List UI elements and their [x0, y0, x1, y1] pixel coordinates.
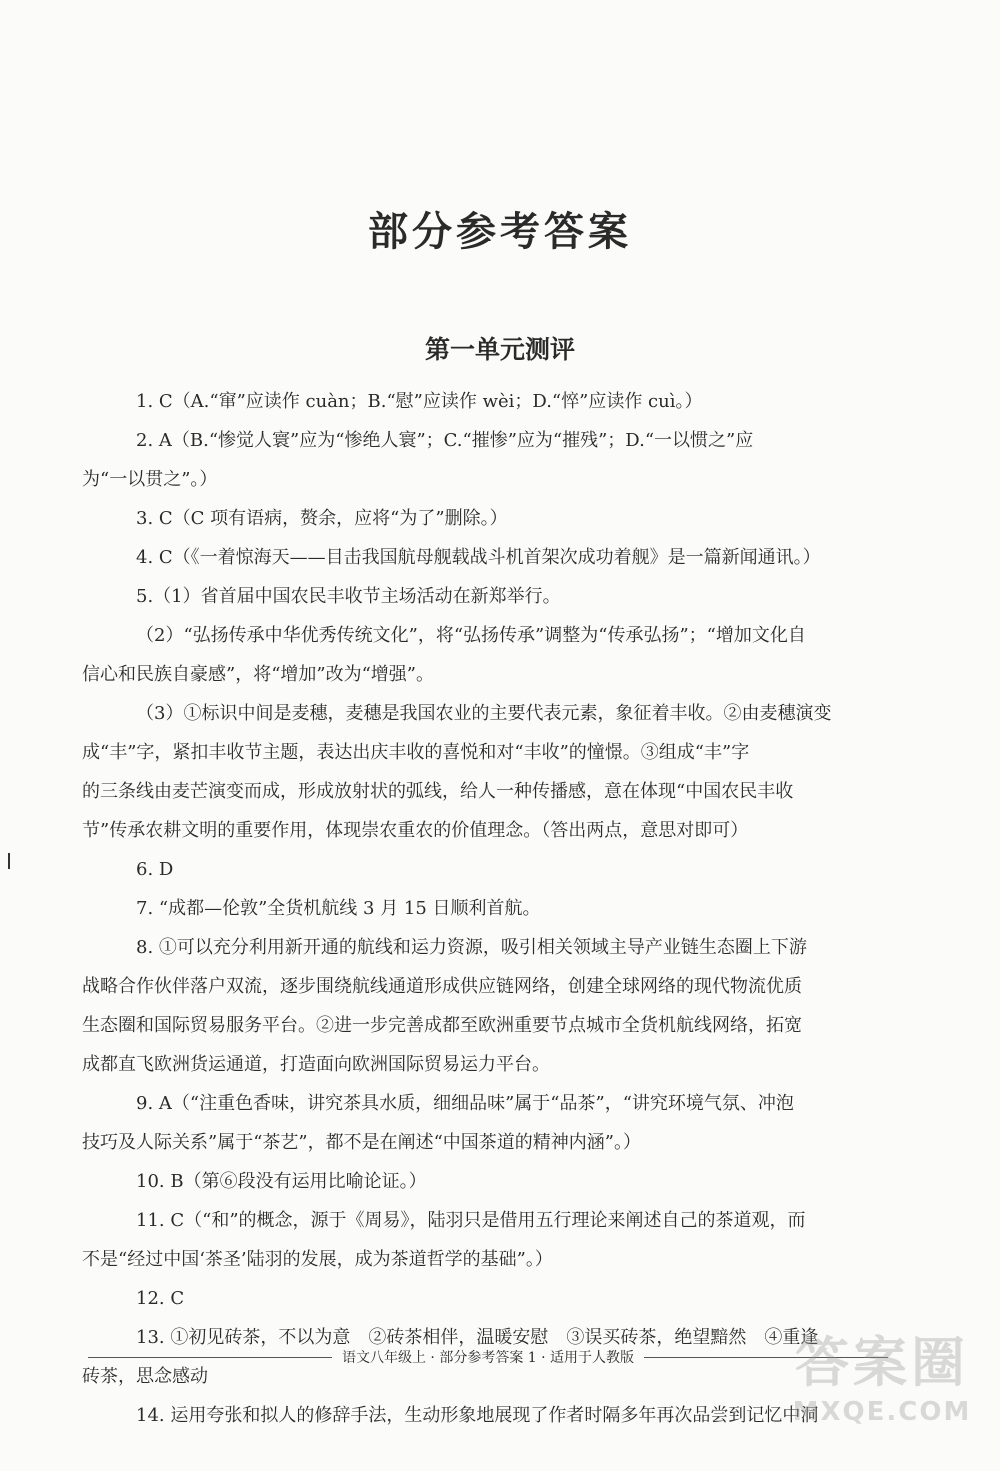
answer-line: 3. C（C 项有语病，赘余，应将“为了”删除。）: [136, 508, 508, 529]
answer-line: （3）①标识中间是麦穗，麦穗是我国农业的主要代表元素，象征着丰收。②由麦穗演变: [136, 703, 832, 724]
answer-line: 为“一以贯之”。）: [82, 469, 218, 490]
answer-line: 成都直飞欧洲货运通道，打造面向欧洲国际贸易运力平台。: [82, 1054, 550, 1075]
answer-line: 节”传承农耕文明的重要作用，体现崇农重农的价值理念。（答出两点，意思对即可）: [82, 820, 749, 841]
footer-text: 语文八年级上 · 部分参考答案 1 · 适用于人教版: [341, 1350, 635, 1366]
watermark: [782, 1330, 982, 1427]
answer-line: 11. C（“和”的概念，源于《周易》，陆羽只是借用五行理论来阐述自己的茶道观，而: [136, 1210, 806, 1231]
answer-line: 4. C（《一着惊海天——目击我国航母舰载战斗机首架次成功着舰》是一篇新闻通讯。）: [136, 547, 821, 568]
answer-line: 8. ①可以充分利用新开通的航线和运力资源，吸引相关领域主导产业链生态圈上下游: [136, 937, 807, 958]
answer-line: 不是“经过中国‘茶圣’陆羽的发展，成为茶道哲学的基础”。）: [82, 1249, 553, 1270]
answer-line: 7. “成都—伦敦”全货机航线 3 月 15 日顺利首航。: [136, 898, 541, 919]
margin-mark: [8, 853, 10, 869]
answer-line: （2）“弘扬传承中华优秀传统文化”，将“弘扬传承”调整为“传承弘扬”；“增加文化自: [136, 625, 806, 646]
answer-line: 12. C: [136, 1288, 185, 1309]
answer-list: [82, 382, 893, 1435]
answer-line: 信心和民族自豪感”，将“增加”改为“增强”。: [82, 664, 435, 685]
answer-line: 6. D: [136, 859, 174, 880]
answer-line: 13. ①初见砖茶，不以为意 ②砖茶相伴，温暖安慰 ③误买砖茶，绝望黯然 ④重逢: [136, 1327, 819, 1348]
answer-line: 技巧及人际关系”属于“茶艺”，都不是在阐述“中国茶道的精神内涵”。）: [82, 1132, 642, 1153]
answer-line: 1. C（A.“窜”应读作 cuàn；B.“慰”应读作 wèi；D.“悴”应读作 cuì。）: [136, 391, 703, 412]
watermark-logo: 答案圈: [795, 1330, 969, 1394]
answer-line: 的三条线由麦芒演变而成，形成放射状的弧线，给人一种传播感，意在体现“中国农民丰收: [82, 781, 794, 802]
answer-line: 2. A（B.“惨觉人寰”应为“惨绝人寰”；C.“摧惨”应为“摧残”；D.“一以惯之”应: [136, 430, 754, 451]
answer-line: 生态圈和国际贸易服务平台。②进一步完善成都至欧洲重要节点城市全货机航线网络，拓宽: [82, 1015, 802, 1036]
answer-line: 砖茶，思念感动: [82, 1366, 208, 1387]
answer-line: 成“丰”字，紧扣丰收节主题，表达出庆丰收的喜悦和对“丰收”的憧憬。③组成“丰”字: [82, 742, 750, 763]
watermark-url: MXQE.COM: [792, 1396, 972, 1427]
section-title: 第一单元测评: [424, 335, 575, 364]
page-title: 部分参考答案: [368, 209, 632, 255]
answer-line: 10. B（第⑥段没有运用比喻论证。）: [136, 1171, 427, 1192]
answer-line: 战略合作伙伴落户双流，逐步围绕航线通道形成供应链网络，创建全球网络的现代物流优质: [82, 976, 802, 997]
footer-rule-left: [88, 1357, 332, 1358]
answer-line: 5.（1）省首届中国农民丰收节主场活动在新郑举行。: [136, 586, 561, 607]
answer-line: 9. A（“注重色香味，讲究茶具水质，细细品味”属于“品茶”，“讲究环境气氛、冲泡: [136, 1093, 794, 1114]
answer-line: 14. 运用夸张和拟人的修辞手法，生动形象地展现了作者时隔多年再次品尝到记忆中洞: [136, 1405, 819, 1426]
page-footer: [88, 1342, 888, 1372]
